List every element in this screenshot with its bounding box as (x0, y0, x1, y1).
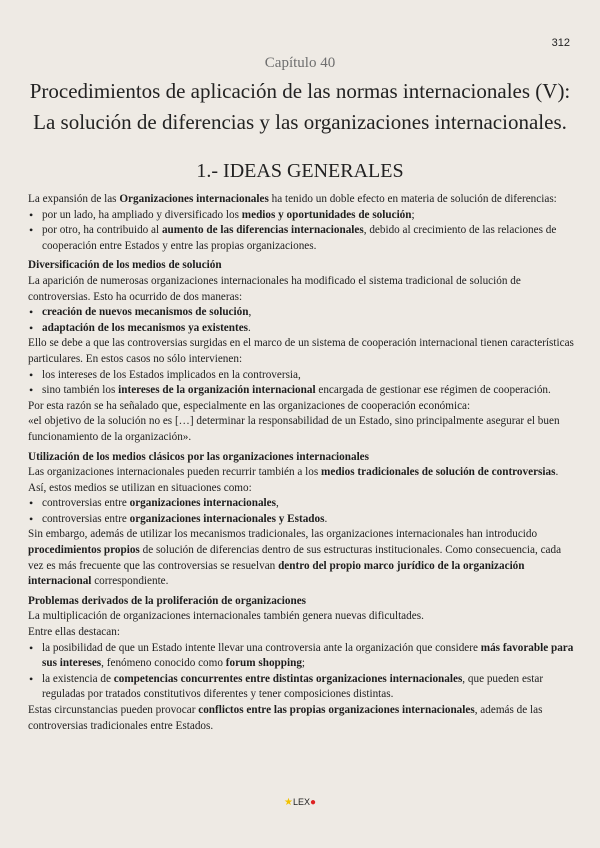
title-line-2: La solución de diferencias y las organizaciones internacionales. (33, 110, 567, 134)
paragraph: Así, estos medios se utilizan en situaciones como: (28, 481, 252, 494)
list-item: • controversias entre organizaciones internacionales y Estados. (28, 512, 576, 528)
paragraph: La aparición de numerosas organizaciones internacionales ha modificado el sistema tradicional de solución de controversias. Esto ha ocurrido de dos maneras: (28, 274, 521, 303)
paragraph: Por esta razón se ha señalado que, especialmente en las organizaciones de cooperación económica: (28, 399, 471, 412)
paragraph: Las organizaciones internacionales pueden recurrir también a los medios tradicionales de solución de controversias. (28, 466, 559, 479)
list-item: • controversias entre organizaciones internacionales, (28, 496, 576, 512)
page-title (0, 76, 600, 138)
list-item: • creación de nuevos mecanismos de solución, (28, 305, 576, 321)
intro-paragraph: La expansión de las Organizaciones internacionales ha tenido un doble efecto en materia de solución de diferencias: (28, 193, 557, 205)
paragraph: Estas circunstancias pueden provocar conflictos entre las propias organizaciones internacionales, además de las controversias tradicionales entre Estados. (28, 704, 543, 732)
list-item: • adaptación de los mecanismos ya existentes. (28, 321, 576, 337)
chapter-label: Capítulo 40 (264, 55, 336, 71)
star-icon: ★ (283, 797, 293, 808)
list-item: • sino también los intereses de la organización internacional encargada de gestionar ese régimen de cooperación. (28, 383, 576, 399)
intro-list (28, 208, 576, 255)
problemas-list (28, 641, 576, 703)
intereses-list (28, 368, 576, 399)
logo-text: LEX (292, 797, 310, 807)
list-item: • los intereses de los Estados implicados en la controversia, (28, 368, 576, 384)
list-item: • por otro, ha contribuido al aumento de las diferencias internacionales, debido al crecimiento de las relaciones de cooperación entre Estados y entre las propias organizaciones. (28, 223, 576, 254)
section-heading: 1.- IDEAS GENERALES (196, 160, 404, 182)
subheading-utilizacion: Utilización de los medios clásicos por las organizaciones internacionales (28, 450, 369, 463)
subheading-problemas: Problemas derivados de la proliferación de organizaciones (28, 594, 307, 607)
paragraph: La multiplicación de organizaciones internacionales también genera nuevas dificultades. (28, 610, 424, 623)
document-body (28, 192, 576, 734)
paragraph: Ello se debe a que las controversias surgidas en el marco de un sistema de cooperación internacional tienen características particulares. En estos casos no sólo intervienen: (28, 337, 574, 365)
diversificacion-list (28, 305, 576, 336)
page-number: 312 (551, 37, 570, 49)
list-item: • la posibilidad de que un Estado intente llevar una controversia ante la organización que considere más favorable para sus intereses, fenómeno conocido como forum shopping; (28, 641, 576, 672)
drop-icon: ● (309, 797, 317, 808)
quote: «el objetivo de la solución no es […] determinar la responsabilidad de un Estado, sino principalmente asegurar el buen funcionamiento de la organización». (28, 415, 560, 443)
footer-logo (0, 797, 600, 808)
paragraph: Sin embargo, además de utilizar los mecanismos tradicionales, las organizaciones internacionales han introducido procedimientos propios de solución de diferencias dentro de sus estructuras institucionales. Como consecuencia, cada vez es más frecuente que las controversias se resuelvan dentro del propio marco jurídico de la organización internacional correspondiente. (28, 528, 562, 588)
title-line-1: Procedimientos de aplicación de las normas internacionales (V): (29, 79, 571, 103)
paragraph: Entre ellas destacan: (28, 626, 120, 639)
subheading-diversificacion: Diversificación de los medios de solución (28, 259, 222, 272)
list-item: • la existencia de competencias concurrentes entre distintas organizaciones internacionales, que pueden estar reguladas por tratados constitutivos diferentes y tener composiciones distintas. (28, 672, 576, 703)
utilizacion-list (28, 496, 576, 527)
list-item: • por un lado, ha ampliado y diversificado los medios y oportunidades de solución; (28, 208, 576, 224)
